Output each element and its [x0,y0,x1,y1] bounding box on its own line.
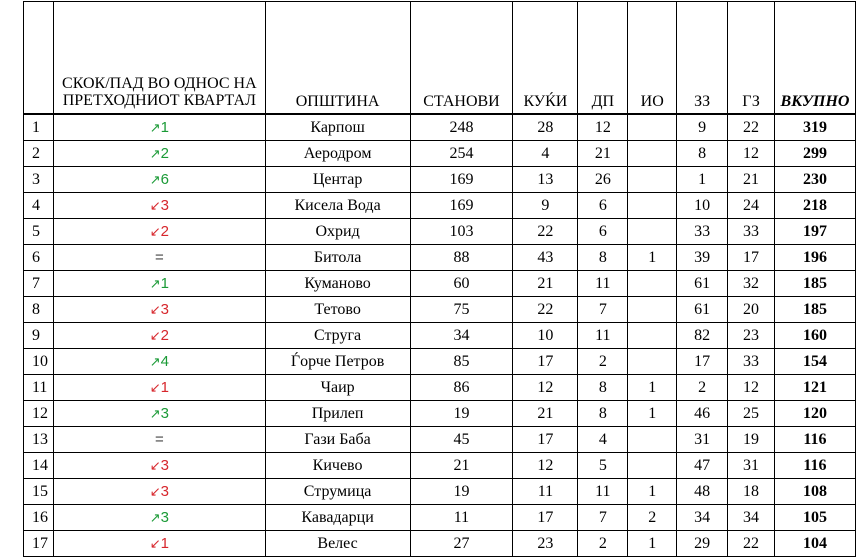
arrow-down-left-icon: ↙ [149,302,161,318]
apartments-header: СТАНОВИ [410,2,513,115]
io-cell: 1 [628,375,677,401]
municipality-cell: Ѓорче Петров [265,349,410,375]
dp-cell: 6 [578,219,628,245]
gz-cell: 18 [728,479,775,505]
zz-cell: 46 [677,401,728,427]
dp-cell: 2 [578,531,628,557]
table-row [24,219,856,245]
municipality-cell: Кавадарци [265,505,410,531]
io-cell [628,297,677,323]
zz-cell: 29 [677,531,728,557]
dp-cell: 11 [578,479,628,505]
municipality-cell: Карпош [265,114,410,141]
zz-cell: 61 [677,271,728,297]
arrow-down-left-icon: ↙ [149,328,161,344]
change-value: 4 [160,352,169,370]
total-cell: 116 [774,453,855,479]
total-cell: 154 [774,349,855,375]
apartments-cell: 248 [410,114,513,141]
total-cell: 160 [774,323,855,349]
dp-cell: 12 [578,114,628,141]
dp-cell: 11 [578,271,628,297]
table-row [24,245,856,271]
change-cell [53,427,265,453]
apartments-cell: 21 [410,453,513,479]
change-value: 1 [160,274,169,292]
municipality-cell: Аеродром [265,141,410,167]
dp-cell: 26 [578,167,628,193]
rank-cell: 2 [24,141,54,167]
rank-cell: 5 [24,219,54,245]
arrow-up-right-icon: ↗ [149,120,161,136]
houses-cell: 11 [513,479,578,505]
table-row [24,401,856,427]
zz-cell: 1 [677,167,728,193]
rank-cell: 10 [24,349,54,375]
houses-cell: 17 [513,505,578,531]
houses-cell: 22 [513,297,578,323]
arrow-up-right-icon: ↗ [149,510,161,526]
total-cell: 230 [774,167,855,193]
apartments-cell: 19 [410,479,513,505]
rank-header [24,2,54,115]
arrow-up-right-icon: ↗ [149,172,161,188]
total-header: ВКУПНО [774,2,855,115]
io-header: ИО [628,2,677,115]
zz-cell: 82 [677,323,728,349]
zz-cell: 10 [677,193,728,219]
dp-cell: 6 [578,193,628,219]
houses-cell: 9 [513,193,578,219]
table-row [24,323,856,349]
gz-cell: 24 [728,193,775,219]
change-cell [53,297,265,323]
io-cell: 1 [628,479,677,505]
arrow-down-left-icon: ↙ [149,198,161,214]
ranking-table [23,1,856,557]
table-body [24,114,856,557]
zz-cell: 33 [677,219,728,245]
zz-cell: 31 [677,427,728,453]
apartments-cell: 103 [410,219,513,245]
houses-header: КУЌИ [513,2,578,115]
municipality-cell: Струга [265,323,410,349]
rank-cell: 9 [24,323,54,349]
table-row [24,193,856,219]
table-row [24,531,856,557]
municipality-cell: Тетово [265,297,410,323]
change-value: = [154,248,164,266]
change-value: 1 [160,118,169,136]
change-value: 2 [160,326,169,344]
io-cell [628,427,677,453]
arrow-up-right-icon: ↗ [149,146,161,162]
apartments-cell: 169 [410,193,513,219]
municipality-cell: Прилеп [265,401,410,427]
table-row [24,141,856,167]
io-cell [628,141,677,167]
gz-cell: 21 [728,167,775,193]
apartments-cell: 254 [410,141,513,167]
change-cell [53,219,265,245]
zz-header: ЗЗ [677,2,728,115]
zz-cell: 34 [677,505,728,531]
gz-cell: 22 [728,114,775,141]
change-cell [53,453,265,479]
houses-cell: 12 [513,453,578,479]
apartments-cell: 169 [410,167,513,193]
table-row [24,453,856,479]
rank-cell: 6 [24,245,54,271]
rank-cell: 13 [24,427,54,453]
gz-cell: 25 [728,401,775,427]
change-cell [53,271,265,297]
gz-cell: 34 [728,505,775,531]
apartments-cell: 34 [410,323,513,349]
rank-cell: 7 [24,271,54,297]
rank-cell: 1 [24,114,54,141]
arrow-down-left-icon: ↙ [149,224,161,240]
apartments-cell: 85 [410,349,513,375]
change-value: 3 [160,456,169,474]
change-value: 1 [160,534,169,552]
zz-cell: 48 [677,479,728,505]
zz-cell: 61 [677,297,728,323]
change-value: 3 [160,508,169,526]
gz-cell: 22 [728,531,775,557]
gz-header: ГЗ [728,2,775,115]
total-cell: 319 [774,114,855,141]
total-cell: 185 [774,297,855,323]
dp-cell: 4 [578,427,628,453]
apartments-cell: 75 [410,297,513,323]
rank-cell: 11 [24,375,54,401]
gz-cell: 31 [728,453,775,479]
arrow-up-right-icon: ↗ [149,276,161,292]
apartments-cell: 19 [410,401,513,427]
total-cell: 120 [774,401,855,427]
municipality-cell: Струмица [265,479,410,505]
apartments-cell: 88 [410,245,513,271]
change-cell [53,479,265,505]
houses-cell: 21 [513,271,578,297]
table-row [24,375,856,401]
change-cell [53,349,265,375]
rank-cell: 4 [24,193,54,219]
change-value: 3 [160,404,169,422]
houses-cell: 23 [513,531,578,557]
gz-cell: 33 [728,219,775,245]
zz-cell: 39 [677,245,728,271]
municipality-cell: Чаир [265,375,410,401]
table-row [24,297,856,323]
table-row [24,479,856,505]
io-cell [628,193,677,219]
change-cell [53,141,265,167]
change-value: 3 [160,196,169,214]
change-cell [53,401,265,427]
change-cell [53,375,265,401]
arrow-down-left-icon: ↙ [149,484,161,500]
change-cell [53,505,265,531]
total-cell: 218 [774,193,855,219]
houses-cell: 4 [513,141,578,167]
municipality-header: ОПШТИНА [265,2,410,115]
total-cell: 299 [774,141,855,167]
municipality-cell: Центар [265,167,410,193]
municipality-cell: Велес [265,531,410,557]
table-row [24,505,856,531]
municipality-cell: Битола [265,245,410,271]
municipality-cell: Охрид [265,219,410,245]
change-value: = [154,430,164,448]
arrow-up-right-icon: ↗ [149,354,161,370]
zz-cell: 17 [677,349,728,375]
table-row [24,114,856,141]
rank-cell: 8 [24,297,54,323]
houses-cell: 28 [513,114,578,141]
houses-cell: 12 [513,375,578,401]
table-row [24,349,856,375]
gz-cell: 12 [728,141,775,167]
io-cell: 2 [628,505,677,531]
dp-cell: 5 [578,453,628,479]
io-cell: 1 [628,531,677,557]
apartments-cell: 45 [410,427,513,453]
rank-cell: 16 [24,505,54,531]
dp-header: ДП [578,2,628,115]
rank-cell: 15 [24,479,54,505]
arrow-up-right-icon: ↗ [149,406,161,422]
gz-cell: 33 [728,349,775,375]
total-cell: 185 [774,271,855,297]
houses-cell: 10 [513,323,578,349]
houses-cell: 17 [513,349,578,375]
arrow-down-left-icon: ↙ [149,458,161,474]
io-cell: 1 [628,245,677,271]
apartments-cell: 11 [410,505,513,531]
dp-cell: 2 [578,349,628,375]
zz-cell: 47 [677,453,728,479]
change-header: СКОК/ПАД ВО ОДНОС НА ПРЕТХОДНИОТ КВАРТАЛ [53,2,265,115]
dp-cell: 8 [578,375,628,401]
header-row [24,2,856,115]
arrow-down-left-icon: ↙ [149,536,161,552]
gz-cell: 23 [728,323,775,349]
change-value: 6 [160,170,169,188]
gz-cell: 20 [728,297,775,323]
rank-cell: 17 [24,531,54,557]
gz-cell: 19 [728,427,775,453]
total-cell: 121 [774,375,855,401]
dp-cell: 7 [578,297,628,323]
change-value: 1 [160,378,169,396]
total-cell: 116 [774,427,855,453]
change-value: 2 [160,222,169,240]
change-value: 3 [160,300,169,318]
dp-cell: 7 [578,505,628,531]
gz-cell: 32 [728,271,775,297]
houses-cell: 17 [513,427,578,453]
io-cell [628,271,677,297]
apartments-cell: 27 [410,531,513,557]
io-cell [628,219,677,245]
change-cell [53,167,265,193]
dp-cell: 21 [578,141,628,167]
houses-cell: 13 [513,167,578,193]
dp-cell: 8 [578,401,628,427]
rank-cell: 14 [24,453,54,479]
houses-cell: 21 [513,401,578,427]
rank-cell: 12 [24,401,54,427]
total-cell: 105 [774,505,855,531]
municipality-cell: Кисела Вода [265,193,410,219]
municipality-cell: Гази Баба [265,427,410,453]
total-cell: 104 [774,531,855,557]
change-cell [53,114,265,141]
apartments-cell: 86 [410,375,513,401]
change-value: 2 [160,144,169,162]
io-cell [628,323,677,349]
dp-cell: 8 [578,245,628,271]
rank-cell: 3 [24,167,54,193]
houses-cell: 43 [513,245,578,271]
arrow-down-left-icon: ↙ [149,380,161,396]
municipality-cell: Куманово [265,271,410,297]
io-cell [628,453,677,479]
change-cell [53,323,265,349]
io-cell [628,114,677,141]
change-cell [53,531,265,557]
total-cell: 196 [774,245,855,271]
table-row [24,167,856,193]
table-row [24,427,856,453]
change-cell [53,245,265,271]
municipality-cell: Кичево [265,453,410,479]
gz-cell: 17 [728,245,775,271]
zz-cell: 2 [677,375,728,401]
apartments-cell: 60 [410,271,513,297]
dp-cell: 11 [578,323,628,349]
houses-cell: 22 [513,219,578,245]
change-value: 3 [160,482,169,500]
zz-cell: 9 [677,114,728,141]
total-cell: 197 [774,219,855,245]
gz-cell: 12 [728,375,775,401]
total-cell: 108 [774,479,855,505]
io-cell: 1 [628,401,677,427]
table-row [24,271,856,297]
zz-cell: 8 [677,141,728,167]
change-cell [53,193,265,219]
io-cell [628,167,677,193]
io-cell [628,349,677,375]
